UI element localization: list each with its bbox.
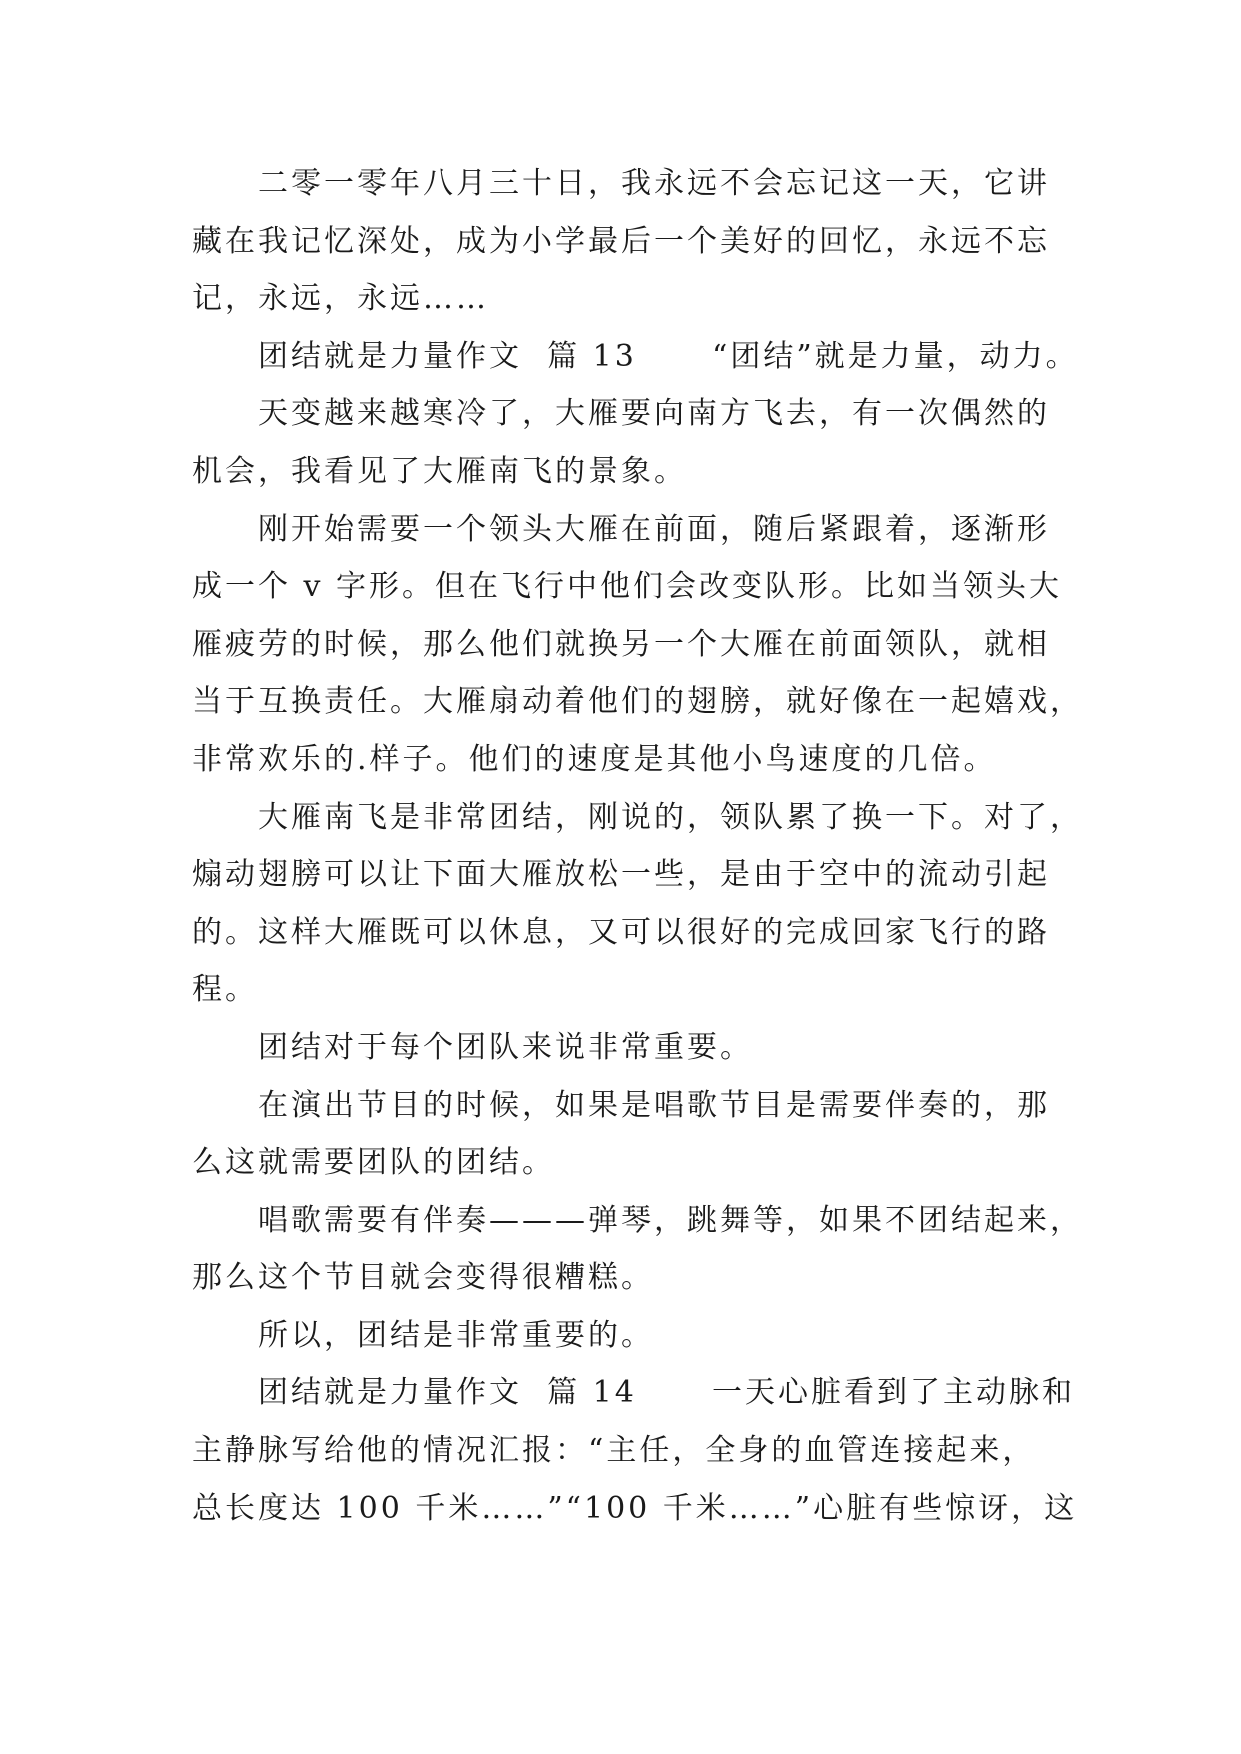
text-line: 唱歌需要有伴奏———弹琴，跳舞等，如果不团结起来， bbox=[258, 1202, 1083, 1238]
text-line: 雁疲劳的时候，那么他们就换另一个大雁在前面领队，就相 bbox=[192, 626, 1050, 662]
text-line: 在演出节目的时候，如果是唱歌节目是需要伴奏的，那 bbox=[258, 1087, 1050, 1123]
text-line: 二零一零年八月三十日，我永远不会忘记这一天，它讲 bbox=[258, 166, 1050, 201]
text-line: 记，永远，永远…… bbox=[192, 281, 489, 317]
text-line: 程。 bbox=[192, 972, 258, 1008]
text-line: 成一个 v 字形。但在飞行中他们会改变队形。比如当领头大 bbox=[192, 569, 1063, 605]
text-line: 非常欢乐的.样子。他们的速度是其他小鸟速度的几倍。 bbox=[192, 741, 997, 777]
text-line: 团结对于每个团队来说非常重要。 bbox=[258, 1029, 753, 1065]
text-line: 总长度达 100 千米……”“100 千米……”心脏有些惊讶，这 bbox=[192, 1490, 1078, 1526]
text-line: 机会，我看见了大雁南飞的景象。 bbox=[192, 453, 687, 489]
text-line: 么这就需要团队的团结。 bbox=[192, 1145, 555, 1181]
text-line: 那么这个节目就会变得很糟糕。 bbox=[192, 1260, 654, 1296]
section-heading-line: 团结就是力量作文 篇 13 “团结”就是力量，动力。 bbox=[258, 338, 1079, 374]
text-line: 大雁南飞是非常团结，刚说的，领队累了换一下。对了， bbox=[258, 799, 1083, 835]
text-line: 当于互换责任。大雁扇动着他们的翅膀，就好像在一起嬉戏， bbox=[192, 684, 1083, 720]
text-line: 的。这样大雁既可以休息，又可以很好的完成回家飞行的路 bbox=[192, 914, 1050, 950]
text-line: 藏在我记忆深处，成为小学最后一个美好的回忆，永远不忘 bbox=[192, 223, 1050, 259]
text-line: 所以，团结是非常重要的。 bbox=[258, 1317, 654, 1353]
text-line: 天变越来越寒冷了，大雁要向南方飞去，有一次偶然的 bbox=[258, 396, 1050, 432]
text-line: 煽动翅膀可以让下面大雁放松一些，是由于空中的流动引起 bbox=[192, 857, 1050, 893]
text-line: 主静脉写给他的情况汇报：“主任，全身的血管连接起来， bbox=[192, 1433, 1036, 1469]
document-body bbox=[192, 155, 1083, 1537]
section-heading-line: 团结就是力量作文 篇 14 一天心脏看到了主动脉和 bbox=[258, 1375, 1075, 1411]
text-line: 刚开始需要一个领头大雁在前面，随后紧跟着，逐渐形 bbox=[258, 511, 1050, 547]
